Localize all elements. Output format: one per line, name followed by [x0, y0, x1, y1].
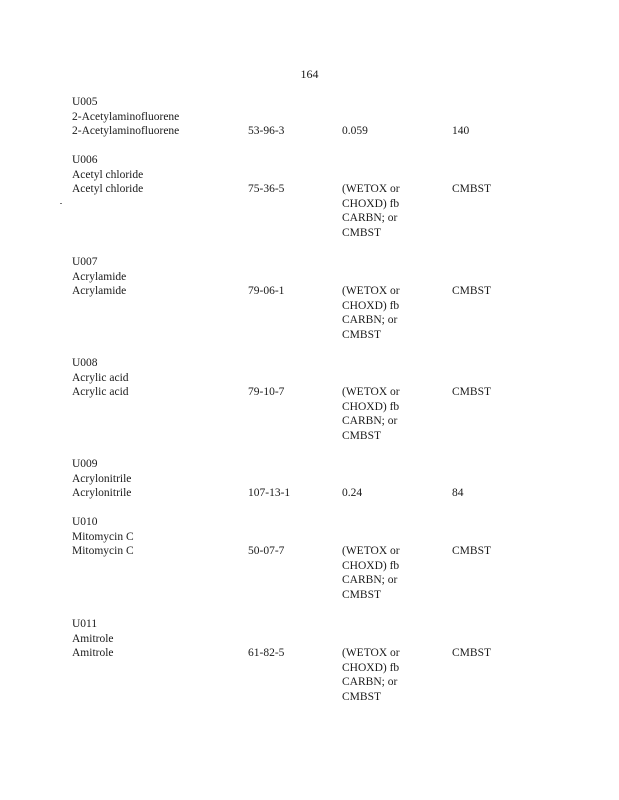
constituent-name: Acrylic acid: [72, 386, 129, 398]
waste-entry-u006: [72, 153, 552, 239]
cas-number: 107-13-1: [248, 487, 291, 499]
cas-number: 79-06-1: [248, 285, 285, 297]
nonwastewater-standard: CMBST: [452, 183, 491, 195]
constituent-row: [72, 284, 552, 341]
constituent-name: Acrylamide: [72, 285, 127, 297]
constituent-row: [72, 182, 552, 239]
constituent-name: Mitomycin C: [72, 545, 134, 557]
waste-code: U009: [72, 458, 98, 470]
wastewater-line: CARBN; or: [342, 314, 398, 326]
waste-entry-u008: [72, 356, 552, 442]
wastewater-line: CMBST: [342, 226, 381, 239]
cas-number: 75-36-5: [248, 183, 285, 195]
waste-code: U007: [72, 256, 98, 268]
waste-entry-u010: [72, 515, 552, 601]
wastewater-line: CMBST: [342, 328, 381, 341]
wastewater-line: CHOXD) fb: [342, 400, 400, 413]
constituent-name: Amitrole: [72, 647, 114, 659]
waste-code: U008: [72, 357, 98, 369]
constituent-row: [72, 124, 552, 139]
nonwastewater-standard: CMBST: [452, 285, 491, 297]
waste-entry-u009: [72, 457, 552, 501]
wastewater-line: CARBN; or: [342, 574, 398, 586]
wastewater-line: 0.059: [342, 125, 368, 137]
wastewater-standard: [342, 284, 400, 342]
wastewater-line: CHOXD) fb: [342, 299, 400, 312]
wastewater-standard: [342, 182, 400, 240]
waste-common-name: 2-Acetylaminofluorene: [72, 110, 180, 123]
wastewater-standard: [342, 124, 368, 139]
waste-common-name: Amitrole: [72, 632, 114, 645]
nonwastewater-standard: CMBST: [452, 545, 491, 557]
wastewater-standard: [342, 646, 400, 704]
wastewater-line: (WETOX or: [342, 285, 400, 297]
waste-common-name: Acrylic acid: [72, 371, 129, 384]
wastewater-line: (WETOX or: [342, 386, 400, 398]
wastewater-line: CHOXD) fb: [342, 559, 400, 572]
waste-common-name: Acrylamide: [72, 270, 127, 283]
wastewater-line: CMBST: [342, 429, 381, 442]
wastewater-standard: [342, 385, 400, 443]
wastewater-line: CHOXD) fb: [342, 197, 400, 210]
cas-number: 61-82-5: [248, 647, 285, 659]
constituent-row: [72, 544, 552, 601]
constituent-name: Acrylonitrile: [72, 487, 132, 499]
waste-common-name: Mitomycin C: [72, 530, 134, 543]
wastewater-line: CHOXD) fb: [342, 661, 400, 674]
waste-code: U005: [72, 96, 98, 108]
wastewater-line: (WETOX or: [342, 545, 400, 557]
waste-code: U006: [72, 154, 98, 166]
constituent-name: 2-Acetylaminofluorene: [72, 125, 180, 137]
waste-code: U010: [72, 516, 98, 528]
constituent-row: [72, 486, 552, 501]
scan-artifact: [60, 203, 62, 204]
wastewater-line: (WETOX or: [342, 183, 400, 195]
waste-common-name: Acrylonitrile: [72, 472, 132, 485]
constituent-row: [72, 646, 552, 703]
nonwastewater-standard: 140: [452, 125, 470, 137]
waste-entry-u007: [72, 255, 552, 341]
constituent-row: [72, 385, 552, 442]
nonwastewater-standard: CMBST: [452, 647, 491, 659]
wastewater-line: CMBST: [342, 588, 381, 601]
waste-entry-u005: [72, 95, 552, 139]
wastewater-standard: [342, 486, 362, 501]
wastewater-line: 0.24: [342, 487, 363, 499]
cas-number: 50-07-7: [248, 545, 285, 557]
waste-code: U011: [72, 618, 98, 630]
wastewater-line: CMBST: [342, 690, 381, 703]
page-number: 164: [300, 67, 319, 81]
wastewater-line: (WETOX or: [342, 647, 400, 659]
wastewater-line: CARBN; or: [342, 415, 398, 427]
constituent-name: Acetyl chloride: [72, 183, 144, 195]
cas-number: 79-10-7: [248, 386, 285, 398]
cas-number: 53-96-3: [248, 125, 285, 137]
wastewater-line: CARBN; or: [342, 676, 398, 688]
nonwastewater-standard: CMBST: [452, 386, 491, 398]
nonwastewater-standard: 84: [452, 487, 464, 499]
wastewater-standard: [342, 544, 400, 602]
wastewater-line: CARBN; or: [342, 212, 398, 224]
waste-entry-u011: [72, 617, 552, 703]
waste-common-name: Acetyl chloride: [72, 168, 144, 181]
